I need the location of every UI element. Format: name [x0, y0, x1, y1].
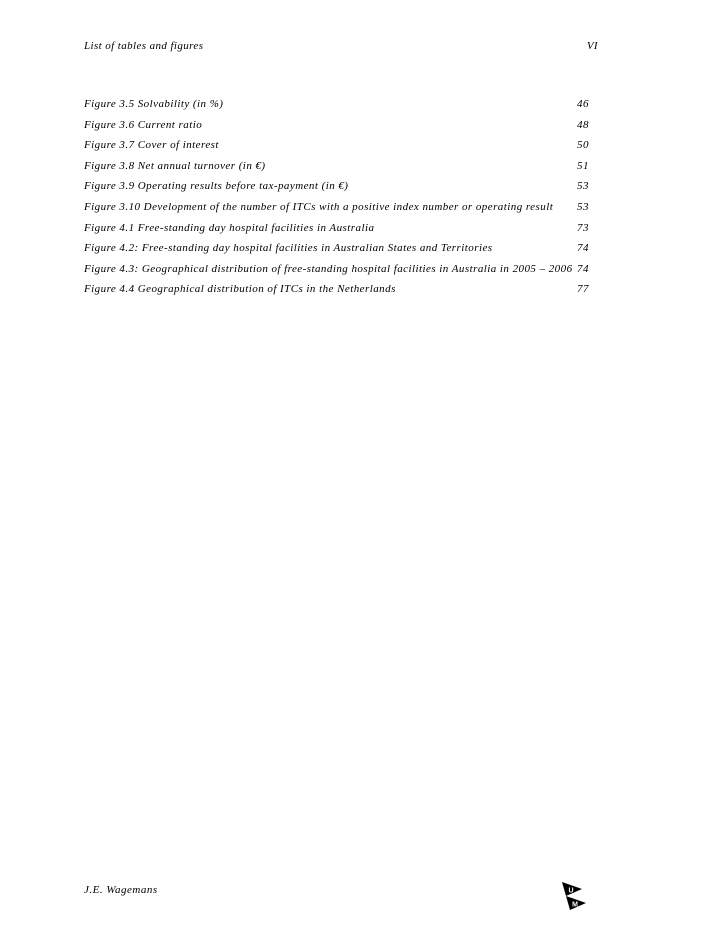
university-logo-graphic [560, 880, 588, 912]
toc-entry [84, 242, 596, 263]
toc-entry-page: 53 [577, 180, 589, 193]
toc-entry [84, 180, 596, 201]
header-page-number: VI [586, 40, 598, 52]
toc-entry-title: Figure 3.6 Current ratio [84, 118, 203, 131]
university-logo-icon [560, 880, 588, 912]
toc-entry-title: Figure 3.9 Operating results before tax-payment (in €) [84, 180, 349, 193]
toc-entry [84, 119, 596, 140]
footer-author: J.E. Wagemans [84, 884, 158, 896]
toc-entry-page: 46 [577, 98, 589, 110]
toc-entry-page: 50 [577, 139, 589, 152]
toc-entry [84, 160, 596, 181]
toc-entry-title: Figure 4.1 Free-standing day hospital facilities in Australia [84, 221, 375, 234]
toc-entry-title: Figure 3.10 Development of the number of ITCs with a positive index number or operating result [84, 200, 554, 213]
toc-entry-page: 77 [577, 283, 589, 296]
toc-entry-page: 51 [577, 159, 589, 172]
toc-entry-page: 53 [577, 200, 589, 213]
toc-entry-title: Figure 4.2: Free-standing day hospital facilities in Australian States and Territories [84, 242, 493, 255]
toc-entry [84, 222, 596, 243]
page-header [84, 40, 598, 56]
toc-entry-title: Figure 3.7 Cover of interest [84, 139, 219, 152]
list-of-figures [84, 98, 596, 304]
toc-entry [84, 263, 596, 284]
logo-letter-m: M [572, 901, 578, 909]
header-title: List of tables and figures [84, 40, 204, 52]
toc-entry-page: 74 [577, 242, 589, 255]
toc-entry [84, 201, 596, 222]
toc-entry-title: Figure 3.8 Net annual turnover (in €) [84, 159, 266, 172]
toc-entry-page: 74 [577, 262, 589, 275]
toc-entry-title: Figure 3.5 Solvability (in %) [84, 98, 224, 110]
toc-entry [84, 98, 596, 119]
logo-letter-u: U [568, 887, 574, 895]
toc-entry-title: Figure 4.4 Geographical distribution of ITCs in the Netherlands [84, 283, 396, 296]
toc-entry-page: 48 [577, 118, 589, 131]
toc-entry [84, 139, 596, 160]
toc-entry-page: 73 [577, 221, 589, 234]
toc-entry [84, 283, 596, 304]
toc-entry-title: Figure 4.3: Geographical distribution of free-standing hospital facilities in Australia in 2005 – 2006 [84, 262, 573, 275]
